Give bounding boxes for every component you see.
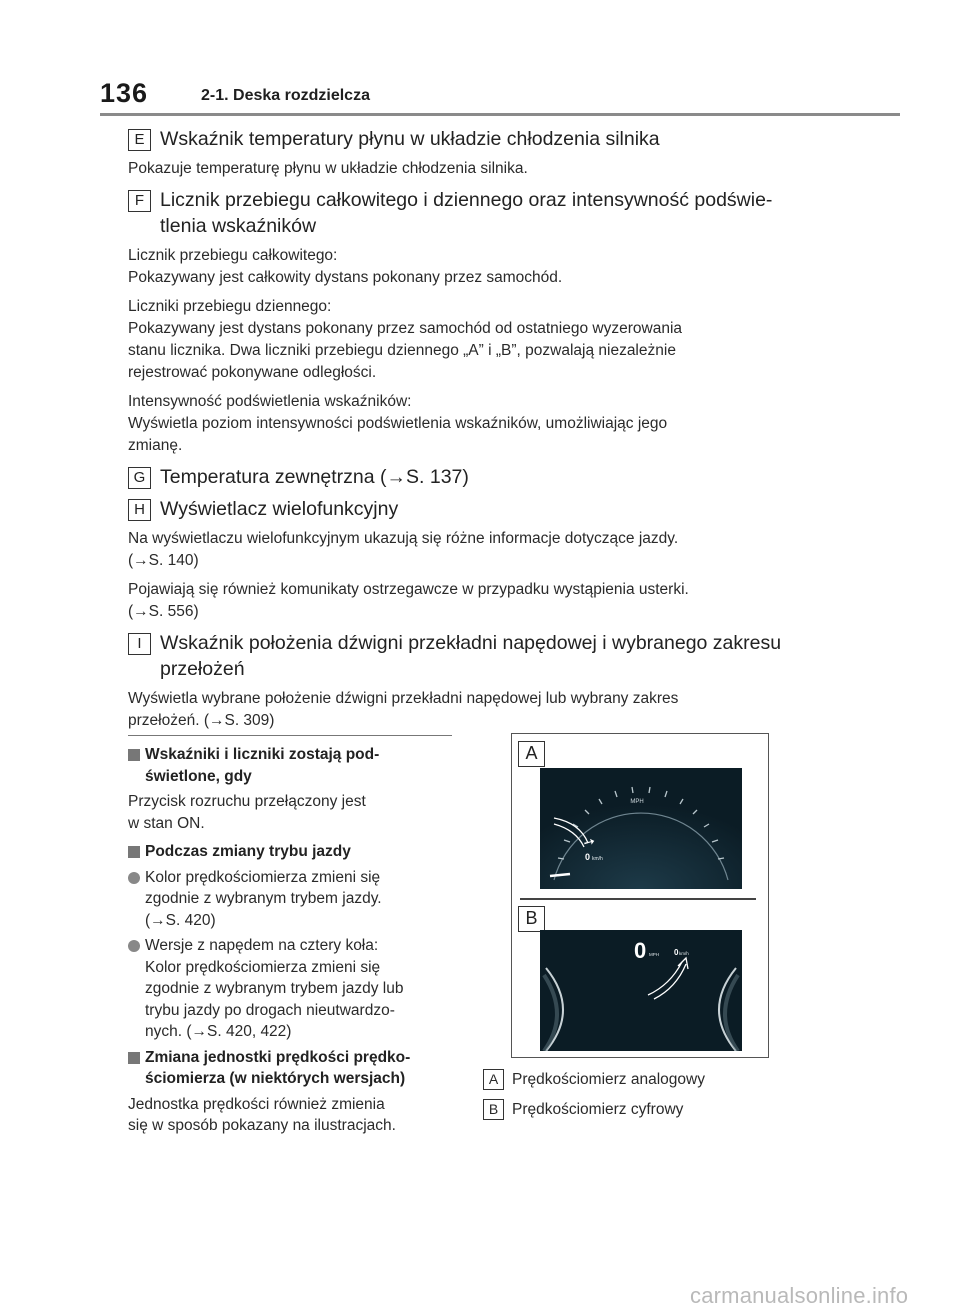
circle-bullet-icon (128, 940, 140, 952)
note-text-line: się w sposób pokazany na ilustracjach. (128, 1117, 396, 1134)
paragraph-line: Wyświetla wybrane położenie dźwigni przekładni napędowej lub wybrany zakres (128, 690, 679, 707)
note-bullet-line: (→S. 420) (145, 911, 216, 929)
item-i-title-line1: Wskaźnik położenia dźwigni przekładni napędowej i wybranego zakresu (160, 632, 782, 654)
item-h-heading (128, 496, 818, 522)
page-number: 136 (100, 78, 149, 108)
square-bullet-icon (128, 1052, 140, 1064)
paragraph-line: Pojawiają się również komunikaty ostrzegawcze w przypadku wystąpienia usterki. (128, 581, 689, 598)
note-bullet-line: zgodnie z wybranym trybem jazdy. (145, 890, 382, 907)
analog-kmh-label: km/h (592, 856, 603, 862)
analog-speedometer-screen (540, 768, 742, 889)
digital-speed-value: 0 (634, 938, 647, 963)
note-heading-1 (128, 744, 458, 787)
paragraph-line: stanu licznika. Dwa liczniki przebiegu dziennego „A” i „B”, pozwalają niezależnie (128, 342, 676, 359)
item-g-heading (128, 464, 818, 490)
item-i-title-line2: przełożeń (160, 658, 245, 680)
digital-kmh-label: km/h (679, 951, 689, 956)
note-heading-line: Wskaźniki i liczniki zostają pod- (145, 746, 380, 763)
speedometer-figure (511, 733, 769, 1058)
paragraph-line: Pokazywany jest całkowity dystans pokonany przez samochód. (128, 269, 563, 286)
notes-column (128, 744, 458, 1144)
item-g-title: Temperatura zewnętrzna (→S. 137) (160, 466, 469, 488)
paragraph-line: Wyświetla poziom intensywności podświetlenia wskaźników, umożliwiając jego (128, 415, 668, 432)
item-f-paragraph-3 (128, 391, 818, 457)
item-h-paragraph-2 (128, 579, 818, 623)
note-text-line: w stan ON. (128, 814, 205, 832)
legend-label-a: Prędkościomierz analogowy (512, 1071, 705, 1088)
note-bullet-2 (128, 935, 458, 1043)
item-e-paragraph (128, 158, 818, 180)
badge-i: I (128, 633, 151, 655)
analog-mph-label: MPH (630, 799, 644, 805)
square-bullet-icon (128, 749, 140, 761)
watermark: carmanualsonline.info (690, 1283, 909, 1308)
note-text-1 (128, 791, 458, 834)
circle-bullet-icon (128, 872, 140, 884)
item-f-title-line2: tlenia wskaźników (160, 215, 317, 237)
figure-legend (483, 1068, 783, 1128)
note-heading-3 (128, 1047, 458, 1090)
note-heading-line: Podczas zmiany trybu jazdy (145, 843, 351, 860)
legend-label-b: Prędkościomierz cyfrowy (512, 1101, 684, 1118)
note-heading-line: świetlone, gdy (145, 767, 252, 785)
paragraph-line: zmianę. (128, 437, 183, 454)
digital-speedometer-screen (540, 930, 742, 1051)
item-h-title: Wyświetlacz wielofunkcyjny (160, 498, 399, 520)
paragraph-line: (→S. 140) (128, 552, 199, 569)
section-title: 2-1. Deska rozdzielcza (201, 87, 370, 104)
item-i-paragraph (128, 688, 818, 732)
note-text-3 (128, 1094, 458, 1137)
paragraph-line: Liczniki przebiegu dziennego: (128, 298, 332, 315)
item-h-paragraph-1 (128, 528, 818, 572)
paragraph-line: Na wyświetlaczu wielofunkcyjnym ukazują się różne informacje dotyczące jazdy. (128, 530, 679, 547)
paragraph-line: (→S. 556) (128, 603, 199, 620)
paragraph-line: Pokazuje temperaturę płynu w układzie chłodzenia silnika. (128, 160, 528, 177)
paragraph-line: rejestrować pokonywane odległości. (128, 364, 377, 381)
badge-e: E (128, 129, 151, 151)
paragraph-line: Intensywność podświetlenia wskaźników: (128, 393, 412, 410)
square-bullet-icon (128, 846, 140, 858)
figure-divider (520, 898, 756, 900)
item-e-title: Wskaźnik temperatury płynu w układzie chłodzenia silnika (160, 128, 660, 150)
note-bullet-line: nych. (→S. 420, 422) (145, 1023, 292, 1040)
legend-badge-b: B (483, 1099, 504, 1120)
item-f-title-line1: Licznik przebiegu całkowitego i dziennego oraz intensywność podświe- (160, 189, 773, 211)
note-heading-line: Zmiana jednostki prędkości prędko- (145, 1048, 411, 1066)
legend-item-a (483, 1068, 783, 1092)
main-content (128, 126, 818, 739)
note-bullet-line: Wersje z napędem na cztery koła: (145, 937, 379, 954)
item-f-paragraph-1 (128, 245, 818, 289)
note-text-line: Przycisk rozruchu przełączony jest (128, 793, 366, 810)
note-bullet-line: trybu jazdy po drogach nieutwardzo- (145, 1001, 395, 1019)
note-bullet-line: Kolor prędkościomierza zmieni się (145, 958, 381, 976)
note-text-line: Jednostka prędkości również zmienia (128, 1095, 385, 1113)
legend-item-b (483, 1098, 783, 1122)
header-rule (100, 113, 900, 116)
analog-speed-value: 0 (585, 852, 591, 862)
badge-f: F (128, 190, 151, 212)
note-heading-line: ściomierza (w niektórych wersjach) (145, 1070, 406, 1087)
note-bullet-line: Kolor prędkościomierza zmieni się (145, 868, 381, 886)
note-bullet-line: zgodnie z wybranym trybem jazdy lub (145, 980, 404, 997)
svg-text:➚: ➚ (580, 831, 599, 852)
figure-badge-a: A (518, 741, 545, 767)
item-i-heading (128, 630, 818, 682)
notes-divider (128, 735, 452, 736)
legend-badge-a: A (483, 1069, 504, 1090)
note-bullet-1 (128, 867, 458, 932)
note-heading-2 (128, 841, 458, 863)
item-e-heading (128, 126, 818, 152)
badge-h: H (128, 499, 151, 521)
paragraph-line: przełożeń. (→S. 309) (128, 712, 275, 729)
digital-secondary-speed: 0 (674, 948, 679, 957)
figure-badge-b: B (518, 906, 545, 932)
badge-g: G (128, 467, 151, 489)
paragraph-line: Pokazywany jest dystans pokonany przez samochód od ostatniego wyzerowania (128, 320, 683, 337)
digital-gauge-icon (540, 930, 742, 1051)
item-f-heading (128, 187, 818, 239)
analog-gauge-icon (540, 768, 742, 889)
item-f-paragraph-2 (128, 296, 818, 384)
paragraph-line: Licznik przebiegu całkowitego: (128, 247, 338, 264)
digital-mph-label: MPH (649, 952, 659, 957)
